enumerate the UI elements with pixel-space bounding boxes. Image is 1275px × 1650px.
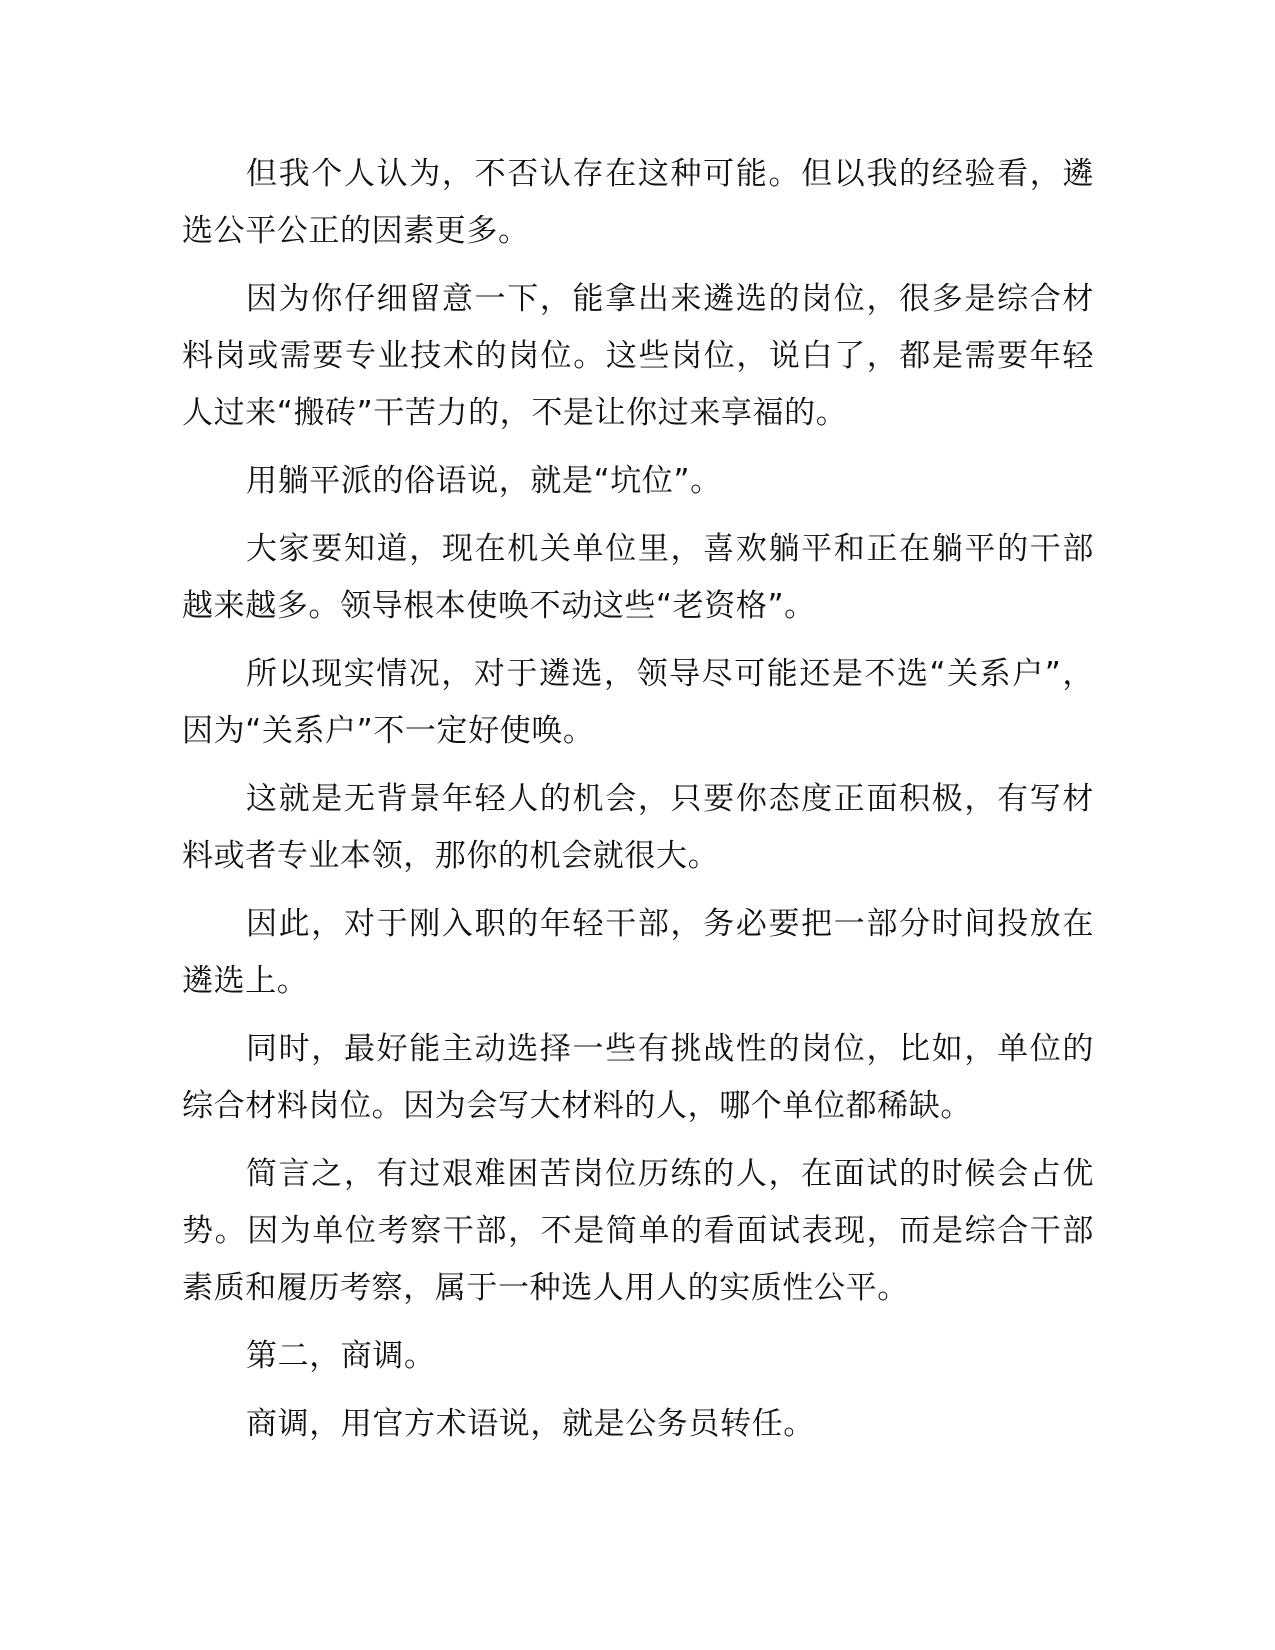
paragraph: 大家要知道，现在机关单位里，喜欢躺平和正在躺平的干部越来越多。领导根本使唤不动这些“老资格”。 xyxy=(182,531,1094,624)
section-heading: 第二，商调。 xyxy=(246,1338,436,1374)
paragraph: 简言之，有过艰难困苦岗位历练的人，在面试的时候会占优势。因为单位考察干部，不是简单的看面试表现，而是综合干部素质和履历考察，属于一种选人用人的实质性公平。 xyxy=(182,1156,1094,1306)
paragraph: 这就是无背景年轻人的机会，只要你态度正面积极，有写材料或者专业本领，那你的机会就很大。 xyxy=(182,781,1094,874)
paragraph: 同时，最好能主动选择一些有挑战性的岗位，比如，单位的综合材料岗位。因为会写大材料的人，哪个单位都稀缺。 xyxy=(182,1031,1094,1124)
paragraph: 用躺平派的俗语说，就是“坑位”。 xyxy=(246,463,722,499)
paragraph: 但我个人认为，不否认存在这种可能。但以我的经验看，遴选公平公正的因素更多。 xyxy=(182,156,1094,249)
paragraph: 所以现实情况，对于遴选，领导尽可能还是不选“关系户”，因为“关系户”不一定好使唤。 xyxy=(182,656,1094,749)
paragraph: 因此，对于刚入职的年轻干部，务必要把一部分时间投放在遴选上。 xyxy=(182,906,1094,999)
document-body xyxy=(182,146,1094,1464)
paragraph: 商调，用官方术语说，就是公务员转任。 xyxy=(246,1406,815,1442)
paragraph: 因为你仔细留意一下，能拿出来遴选的岗位，很多是综合材料岗或需要专业技术的岗位。这些岗位，说白了，都是需要年轻人过来“搬砖”干苦力的，不是让你过来享福的。 xyxy=(182,281,1094,431)
